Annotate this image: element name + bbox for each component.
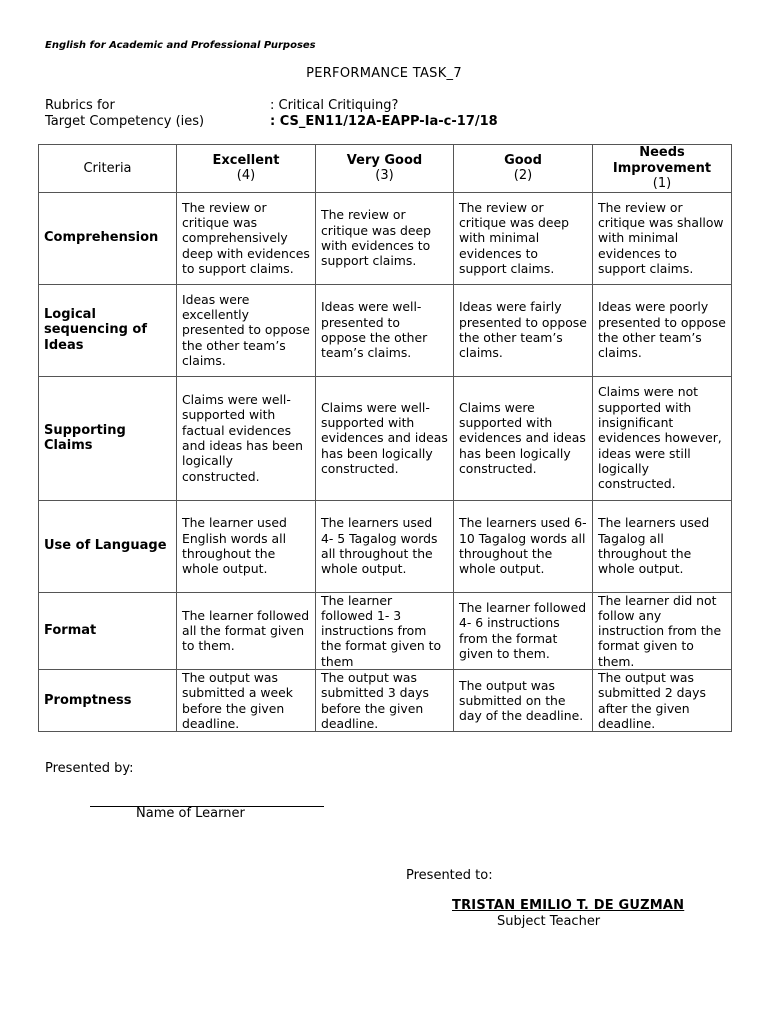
rubric-cell: The output was submitted 3 days before the given deadline.	[316, 669, 454, 731]
criterion-label: Logical sequencing of Ideas	[39, 284, 177, 376]
presented-by-label: Presented by:	[45, 761, 134, 776]
rubric-row-comprehension	[39, 192, 732, 284]
rubric-cell: The review or critique was deep with minimal evidences to support claims.	[454, 192, 593, 284]
rubric-row-supporting-claims	[39, 376, 732, 500]
rubric-cell: The learner did not follow any instruction from the format given to them.	[593, 592, 732, 669]
rubrics-label: Rubrics for	[45, 98, 115, 113]
rubric-cell: The learner used English words all throughout the whole output.	[177, 500, 316, 592]
teacher-name: TRISTAN EMILIO T. DE GUZMAN	[452, 898, 685, 913]
rubric-cell: The learner followed all the format given to them.	[177, 592, 316, 669]
level-header-very-good: Very Good (3)	[316, 145, 454, 193]
rubric-cell: The review or critique was comprehensively deep with evidences to support claims.	[177, 192, 316, 284]
level-header-good: Good (2)	[454, 145, 593, 193]
rubric-cell: Ideas were fairly presented to oppose the other team’s claims.	[454, 284, 593, 376]
rubric-cell: The learners used 6- 10 Tagalog words all throughout the whole output.	[454, 500, 593, 592]
rubric-cell: Ideas were poorly presented to oppose the other team’s claims.	[593, 284, 732, 376]
rubric-cell: Claims were well- supported with evidences and ideas has been logically constructed.	[316, 376, 454, 500]
rubric-cell: The output was submitted a week before the given deadline.	[177, 669, 316, 731]
criterion-label: Comprehension	[39, 192, 177, 284]
competency-label: Target Competency (ies)	[45, 114, 205, 129]
rubric-cell: The review or critique was deep with evidences to support claims.	[316, 192, 454, 284]
rubric-cell: The output was submitted 2 days after the given deadline.	[593, 669, 732, 731]
rubric-table	[38, 144, 732, 732]
rubric-cell: Ideas were well-presented to oppose the other team’s claims.	[316, 284, 454, 376]
rubric-cell: The learner followed 4- 6 instructions from the format given to them.	[454, 592, 593, 669]
competency-value: : CS_EN11/12A-EAPP-Ia-c-17/18	[270, 114, 498, 129]
criterion-label: Supporting Claims	[39, 376, 177, 500]
rubric-row-use-of-language	[39, 500, 732, 592]
rubric-row-format	[39, 592, 732, 669]
rubric-row-promptness	[39, 669, 732, 731]
rubric-cell: Ideas were excellently presented to oppose the other team’s claims.	[177, 284, 316, 376]
rubric-cell: The output was submitted on the day of the deadline.	[454, 669, 593, 731]
task-title: PERFORMANCE TASK_7	[306, 66, 462, 81]
rubric-cell: The review or critique was shallow with minimal evidences to support claims.	[593, 192, 732, 284]
rubric-cell: The learners used 4- 5 Tagalog words all throughout the whole output.	[316, 500, 454, 592]
presented-to-label: Presented to:	[406, 868, 493, 883]
subject-header: English for Academic and Professional Purposes	[45, 40, 316, 51]
rubric-row-logical-sequencing	[39, 284, 732, 376]
level-header-needs-improvement: Needs Improvement (1)	[593, 145, 732, 193]
rubric-cell: The learner followed 1- 3 instructions from the format given to them	[316, 592, 454, 669]
rubric-cell: Claims were not supported with insignificant evidences however, ideas were still logically constructed.	[593, 376, 732, 500]
criterion-label: Use of Language	[39, 500, 177, 592]
rubric-header-row	[39, 145, 732, 193]
criterion-label: Format	[39, 592, 177, 669]
rubric-cell: The learners used Tagalog all throughout the whole output.	[593, 500, 732, 592]
name-of-learner-label: Name of Learner	[136, 806, 245, 821]
criteria-header: Criteria	[39, 145, 177, 193]
rubric-cell: Claims were well- supported with factual evidences and ideas has been logically constructed.	[177, 376, 316, 500]
rubric-cell: Claims were supported with evidences and ideas has been logically constructed.	[454, 376, 593, 500]
rubrics-value: : Critical Critiquing?	[270, 98, 399, 113]
criterion-label: Promptness	[39, 669, 177, 731]
teacher-role: Subject Teacher	[497, 914, 601, 929]
level-header-excellent: Excellent (4)	[177, 145, 316, 193]
